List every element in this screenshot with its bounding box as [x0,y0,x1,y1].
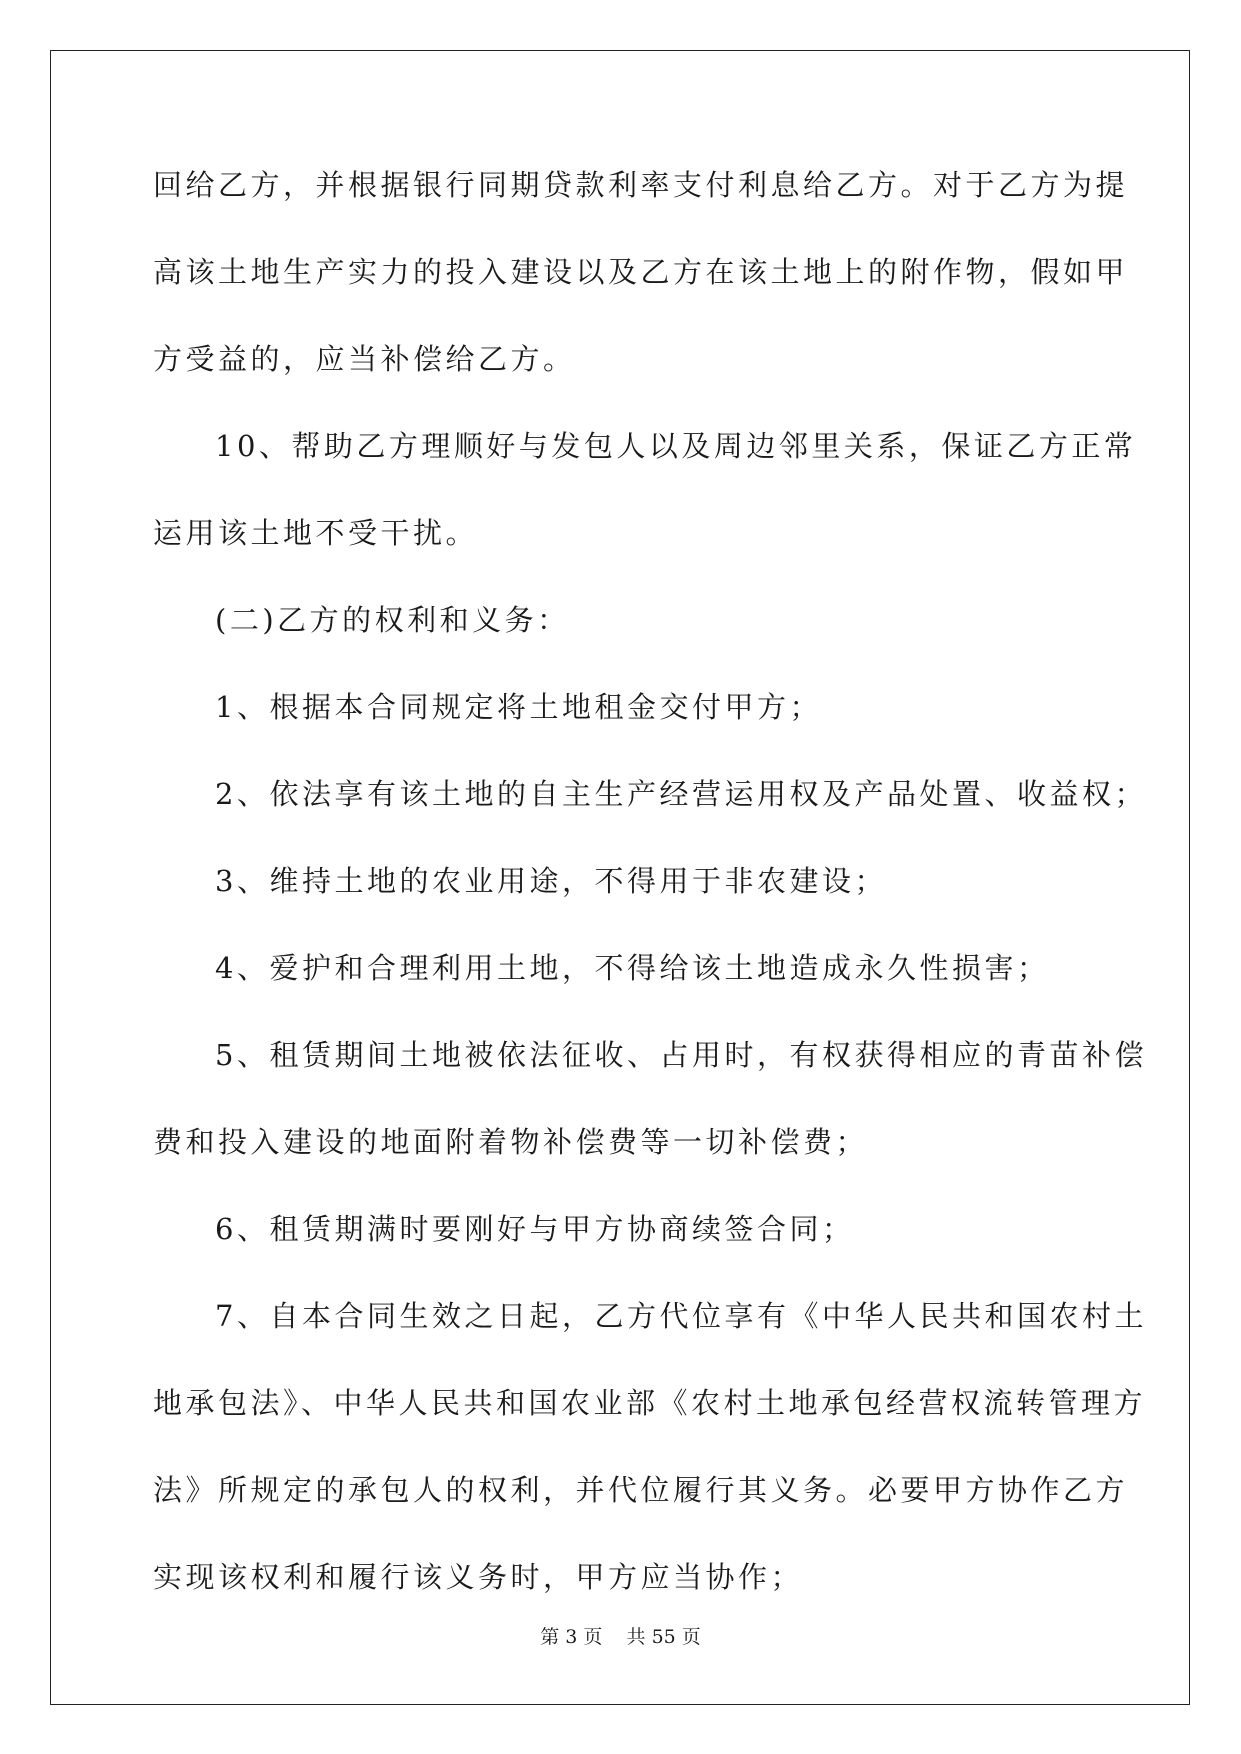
page-footer: 第 3 页 共 55 页 [540,1626,701,1648]
section-heading: (二)乙方的权利和义务： [215,603,570,637]
text-line-2: 高该土地生产实力的投入建设以及乙方在该土地上的附作物，假如甲 [153,255,1129,289]
document-body [153,160,1147,1639]
text-line-13: 6、租赁期满时要刚好与甲方协商续签合同； [215,1212,855,1246]
text-line-9: 3、维持土地的农业用途，不得用于非农建设； [215,864,887,898]
text-line-16: 法》所规定的承包人的权利，并代位履行其义务。必要甲方协作乙方 [153,1473,1129,1507]
text-line-8: 2、依法享有该土地的自主生产经营运用权及产品处置、收益权； [215,777,1147,811]
text-line-10: 4、爱护和合理利用土地，不得给该土地造成永久性损害； [215,951,1050,985]
text-line-17: 实现该权利和履行该义务时，甲方应当协作； [153,1560,804,1594]
text-line-7: 1、根据本合同规定将土地租金交付甲方； [215,690,822,724]
text-line-4: 10、帮助乙方理顺好与发包人以及周边邻里关系，保证乙方正常 [215,429,1137,463]
text-line-14: 7、自本合同生效之日起，乙方代位享有《中华人民共和国农村土 [215,1299,1147,1333]
text-line-11: 5、租赁期间土地被依法征收、占用时，有权获得相应的青苗补偿 [215,1038,1147,1072]
text-line-15: 地承包法》、中华人民共和国农业部《农村土地承包经营权流转管理方 [153,1386,1147,1420]
text-line-5: 运用该土地不受干扰。 [153,516,479,550]
text-line-1: 回给乙方，并根据银行同期贷款利率支付利息给乙方。对于乙方为提 [153,168,1129,202]
text-line-12: 费和投入建设的地面附着物补偿费等一切补偿费； [153,1125,869,1159]
text-line-3: 方受益的，应当补偿给乙方。 [153,342,576,376]
